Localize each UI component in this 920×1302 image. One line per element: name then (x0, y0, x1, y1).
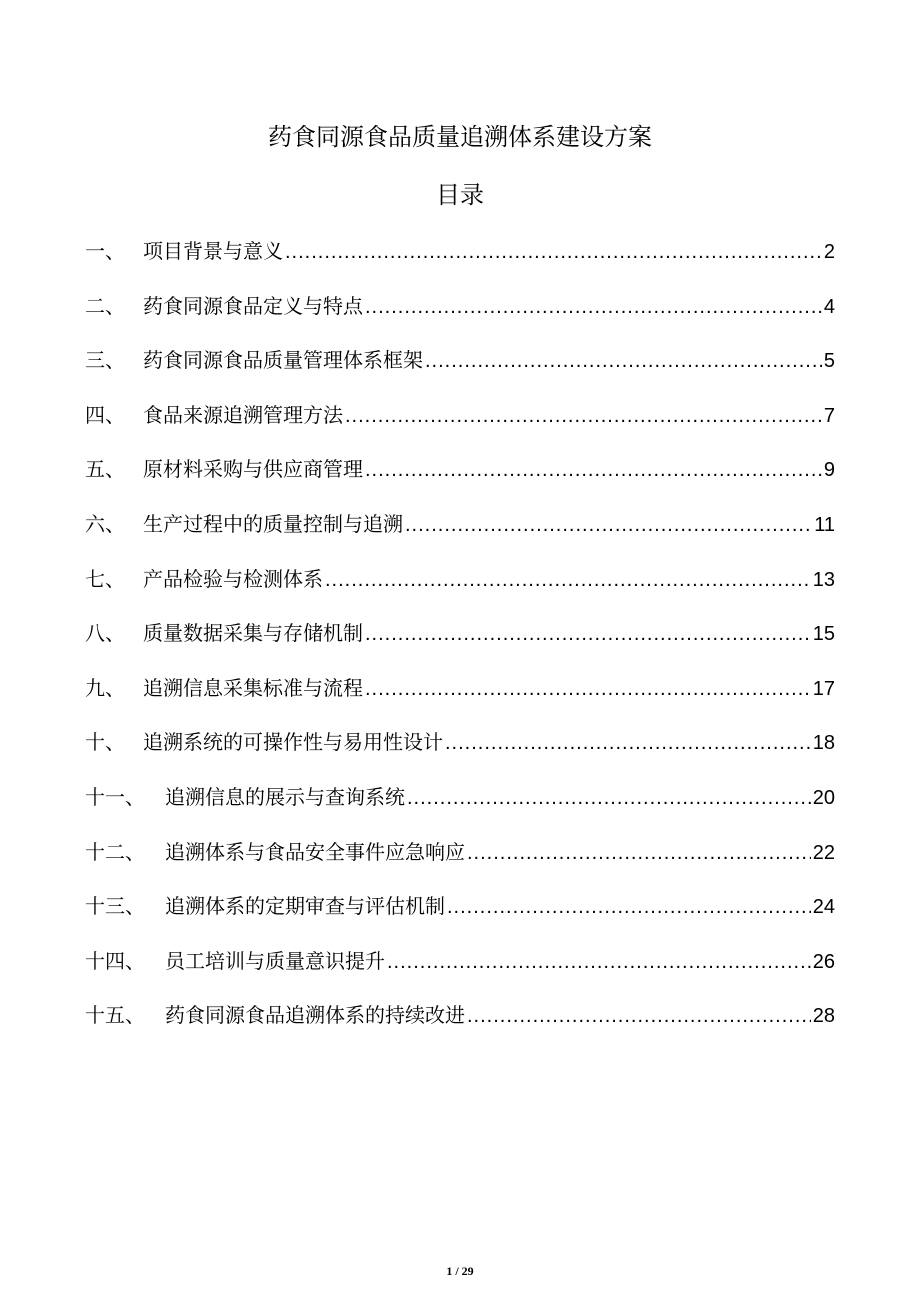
toc-dot-leader (365, 671, 811, 707)
toc-dot-leader (447, 889, 811, 925)
toc-dot-leader (407, 780, 811, 816)
toc-entry-title: 追溯信息采集标准与流程 (143, 675, 363, 700)
toc-entry-number: 十一、 (85, 784, 145, 809)
toc-dot-leader (285, 234, 822, 270)
toc-entry-title: 药食同源食品定义与特点 (143, 293, 363, 318)
toc-entry-4[interactable] (85, 397, 835, 452)
toc-entry-number: 三、 (85, 348, 125, 373)
toc-entry-7[interactable] (85, 561, 835, 616)
toc-entry-2[interactable] (85, 288, 835, 343)
toc-entry-title: 药食同源食品追溯体系的持续改进 (165, 1003, 465, 1028)
toc-entry-number: 十二、 (85, 839, 145, 864)
toc-entry-14[interactable] (85, 943, 835, 998)
toc-entry-number: 五、 (85, 457, 125, 482)
toc-entry-5[interactable] (85, 451, 835, 506)
toc-entry-page: 9 (823, 459, 835, 482)
toc-entry-page: 4 (823, 295, 835, 318)
toc-entry-number: 十四、 (85, 948, 145, 973)
toc-entry-title: 食品来源追溯管理方法 (143, 402, 343, 427)
toc-entry-10[interactable] (85, 724, 835, 779)
toc-entry-15[interactable] (85, 997, 835, 1052)
toc-entry-8[interactable] (85, 615, 835, 670)
toc-dot-leader (467, 835, 811, 871)
toc-entry-title: 追溯系统的可操作性与易用性设计 (143, 730, 443, 755)
toc-dot-leader (445, 725, 811, 761)
toc-entry-title: 追溯体系的定期审查与评估机制 (165, 894, 445, 919)
page-number-footer: 1 / 29 (446, 1264, 474, 1278)
toc-entry-number: 七、 (85, 566, 125, 591)
toc-entry-page: 2 (823, 241, 835, 263)
toc-entry-title: 员工培训与质量意识提升 (165, 948, 385, 973)
toc-dot-leader (345, 398, 822, 434)
toc-entry-page: 15 (812, 623, 835, 646)
toc-entry-title: 原材料采购与供应商管理 (143, 457, 363, 482)
toc-entry-number: 一、 (85, 239, 125, 263)
toc-entry-11[interactable] (85, 779, 835, 834)
toc-entry-page: 18 (812, 732, 835, 755)
toc-dot-leader (365, 289, 822, 325)
toc-entry-page: 22 (812, 841, 835, 864)
toc-entry-title: 产品检验与检测体系 (143, 566, 323, 591)
toc-entry-title: 质量数据采集与存储机制 (143, 621, 363, 646)
toc-entry-number: 二、 (85, 293, 125, 318)
toc-dot-leader (325, 562, 811, 598)
toc-entry-12[interactable] (85, 834, 835, 889)
toc-heading: 目录 (436, 181, 484, 209)
toc-entry-page: 26 (812, 950, 835, 973)
toc-dot-leader (405, 507, 812, 543)
toc-entry-13[interactable] (85, 888, 835, 943)
toc-entry-page: 20 (812, 786, 835, 809)
toc-dot-leader (387, 944, 811, 980)
toc-entry-1[interactable] (85, 233, 835, 288)
toc-entry-page: 11 (814, 513, 835, 536)
toc-entry-number: 十五、 (85, 1003, 145, 1028)
table-of-contents (85, 233, 835, 1052)
document-title: 药食同源食品质量追溯体系建设方案 (268, 123, 652, 151)
toc-entry-title: 生产过程中的质量控制与追溯 (143, 511, 403, 536)
toc-entry-page: 13 (812, 568, 835, 591)
toc-dot-leader (467, 998, 811, 1034)
toc-entry-number: 九、 (85, 675, 125, 700)
toc-entry-page: 28 (812, 1005, 835, 1028)
toc-dot-leader (365, 452, 822, 488)
toc-entry-6[interactable] (85, 506, 835, 561)
toc-entry-page: 17 (812, 677, 835, 700)
toc-dot-leader (365, 616, 811, 652)
toc-entry-9[interactable] (85, 670, 835, 725)
toc-dot-leader (425, 343, 822, 379)
toc-entry-3[interactable] (85, 342, 835, 397)
toc-entry-title: 药食同源食品质量管理体系框架 (143, 348, 423, 373)
toc-entry-page: 24 (812, 896, 835, 919)
toc-entry-title: 追溯体系与食品安全事件应急响应 (165, 839, 465, 864)
toc-entry-number: 四、 (85, 402, 125, 427)
toc-entry-number: 十、 (85, 730, 125, 755)
toc-entry-number: 十三、 (85, 894, 145, 919)
toc-entry-number: 六、 (85, 511, 125, 536)
toc-entry-title: 追溯信息的展示与查询系统 (165, 784, 405, 809)
toc-entry-page: 7 (823, 404, 835, 427)
toc-entry-number: 八、 (85, 621, 125, 646)
toc-entry-title: 项目背景与意义 (143, 239, 283, 263)
toc-entry-page: 5 (823, 350, 835, 373)
